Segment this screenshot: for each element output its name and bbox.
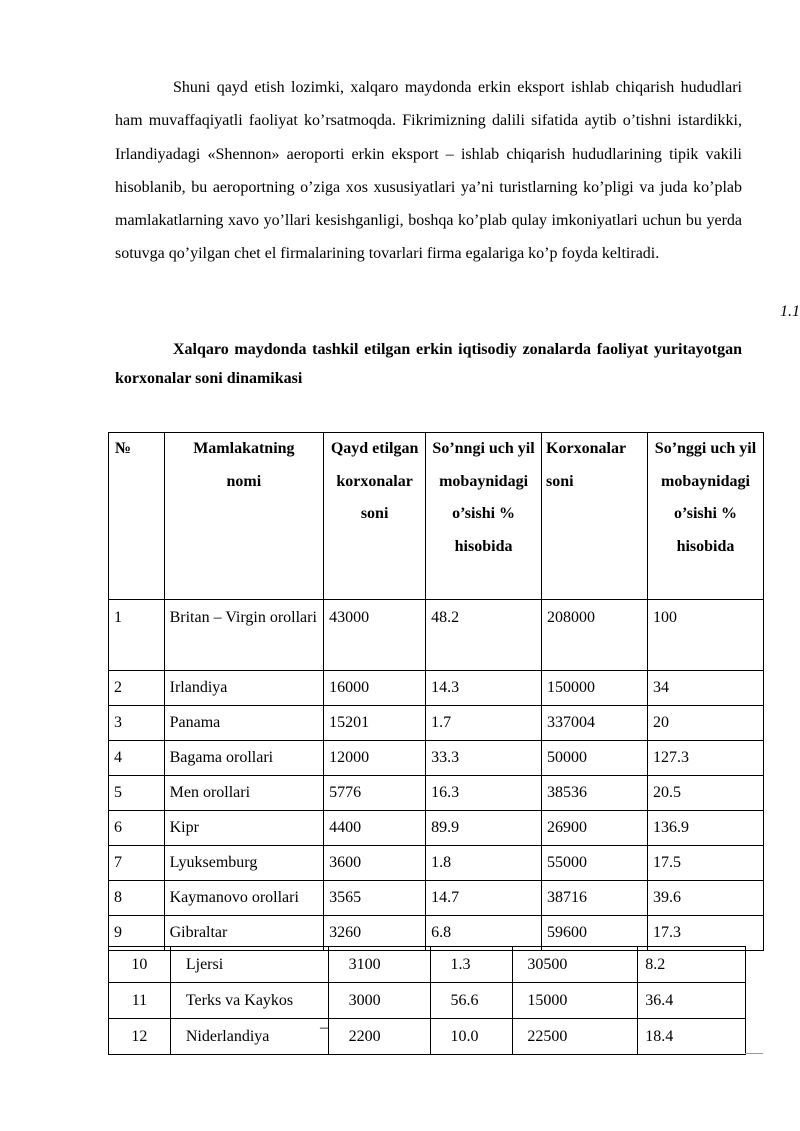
- row-enterprises: 15000: [513, 983, 638, 1019]
- row-growth-2: 20.5: [647, 776, 763, 811]
- row-country: Lyuksemburg: [164, 846, 324, 881]
- row-registered: 16000: [324, 671, 426, 706]
- table-row: [109, 846, 764, 881]
- intro-paragraph: Shuni qayd etish lozimki, xalqaro maydonda erkin eksport ishlab chiqarish hududlari ham muvaffaqiyatli faoliyat ko’rsatmoqda. Fikrimizning dalili sifatida aytib o’tishni istardikki, Irlandiyadagi «Shennon» aeroporti erkin eksport – ishlab chiqarish hududlarining tipik vakili hisoblanib, bu aeroportning o’ziga xos xususiyatlari ya’ni turistlarning ko’pligi va juda ko’plab mamlakatlarning xavo yo’llari kesishganligi, boshqa ko’plab qulay imkoniyatlari uchun bu yerda sotuvga qo’yilgan chet el firmalarining tovarlari firma egalariga ko’p foyda keltiradi.: [115, 79, 742, 263]
- row-number: 3: [109, 706, 165, 741]
- row-number: 9: [109, 916, 165, 951]
- table-row: [109, 706, 764, 741]
- table-row: [109, 1019, 746, 1055]
- row-country: Kaymanovo orollari: [164, 881, 324, 916]
- row-growth-2: 36.4: [638, 983, 746, 1019]
- row-growth-2: 34: [647, 671, 763, 706]
- header-growth-2-text: So’nggi uch yil mobaynidagi o’sishi % hisobida: [654, 440, 757, 555]
- row-number: 8: [109, 881, 165, 916]
- table-row: [109, 811, 764, 846]
- header-growth-1: [426, 433, 542, 600]
- row-registered: 15201: [324, 706, 426, 741]
- row-growth-2: 20: [647, 706, 763, 741]
- header-registered: [324, 433, 426, 600]
- row-country: Ljersi: [170, 947, 328, 983]
- row-number: 7: [109, 846, 165, 881]
- row-growth-1: 14.7: [426, 881, 542, 916]
- header-number: №: [109, 433, 165, 600]
- header-registered-text: Qayd etilgan korxonalar soni: [330, 440, 419, 522]
- row-country: Men orollari: [164, 776, 324, 811]
- row-growth-1: 16.3: [426, 776, 542, 811]
- row-enterprises: 38716: [542, 881, 648, 916]
- row-enterprises: 22500: [513, 1019, 638, 1055]
- row-number: 12: [109, 1019, 171, 1055]
- row-country: Niderlandiya: [170, 1019, 328, 1055]
- row-growth-2: 17.5: [647, 846, 763, 881]
- table-row: [109, 600, 764, 671]
- row-registered: 3600: [324, 846, 426, 881]
- header-growth-1-text: So’nngi uch yil mobaynidagi o’sishi % hisobida: [432, 440, 535, 555]
- header-country-text: Mamlakatning nomi: [193, 440, 295, 490]
- row-number: 2: [109, 671, 165, 706]
- row-registered: 2200: [328, 1019, 430, 1055]
- row-growth-1: 33.3: [426, 741, 542, 776]
- table-row: [109, 983, 746, 1019]
- row-enterprises: 30500: [513, 947, 638, 983]
- row-country: Irlandiya: [164, 671, 324, 706]
- row-registered: 12000: [324, 741, 426, 776]
- table-header-row: [109, 433, 764, 600]
- row-growth-1: 1.3: [430, 947, 513, 983]
- header-growth-2: [647, 433, 763, 600]
- row-enterprises: 150000: [542, 671, 648, 706]
- row-growth-2: 8.2: [638, 947, 746, 983]
- row-number: 6: [109, 811, 165, 846]
- data-table: [108, 432, 764, 951]
- row-enterprises: 337004: [542, 706, 648, 741]
- row-enterprises: 59600: [542, 916, 648, 951]
- row-growth-1: 89.9: [426, 811, 542, 846]
- row-registered: 3100: [328, 947, 430, 983]
- row-growth-1: 1.7: [426, 706, 542, 741]
- header-enterprises: [542, 433, 648, 600]
- row-growth-1: 48.2: [426, 600, 542, 671]
- row-country: Terks va Kaykos: [170, 983, 328, 1019]
- row-growth-2: 136.9: [647, 811, 763, 846]
- row-enterprises: 55000: [542, 846, 648, 881]
- header-enterprises-text: Korxonalar soni: [546, 440, 626, 490]
- table-row: [109, 741, 764, 776]
- row-growth-2: 17.3: [647, 916, 763, 951]
- table-row: [109, 776, 764, 811]
- row-country: Britan – Virgin orollari: [164, 600, 324, 671]
- row-growth-1: 56.6: [430, 983, 513, 1019]
- row-country: Kipr: [164, 811, 324, 846]
- table-title: Xalqaro maydonda tashkil etilgan erkin iqtisodiy zonalarda faoliyat yuritayotgan korxonalar soni dinamikasi: [115, 341, 742, 387]
- row-registered: 3260: [324, 916, 426, 951]
- data-table-continued: [108, 946, 746, 1055]
- row-country: Gibraltar: [164, 916, 324, 951]
- row-registered: 3565: [324, 881, 426, 916]
- row-growth-2: 127.3: [647, 741, 763, 776]
- row-registered: 43000: [324, 600, 426, 671]
- row-growth-2: 100: [647, 600, 763, 671]
- row-registered: 3000: [328, 983, 430, 1019]
- stray-dash: –: [320, 1019, 328, 1036]
- row-number: 10: [109, 947, 171, 983]
- table-row: [109, 671, 764, 706]
- row-enterprises: 50000: [542, 741, 648, 776]
- header-country: [164, 433, 324, 600]
- row-growth-1: 6.8: [426, 916, 542, 951]
- row-country: Bagama orollari: [164, 741, 324, 776]
- row-number: 1: [109, 600, 165, 671]
- row-number: 5: [109, 776, 165, 811]
- row-number: 4: [109, 741, 165, 776]
- row-registered: 5776: [324, 776, 426, 811]
- table-row: [109, 881, 764, 916]
- row-growth-2: 39.6: [647, 881, 763, 916]
- row-enterprises: 26900: [542, 811, 648, 846]
- row-enterprises: 208000: [542, 600, 648, 671]
- row-registered: 4400: [324, 811, 426, 846]
- row-number: 11: [109, 983, 171, 1019]
- row-growth-1: 1.8: [426, 846, 542, 881]
- row-growth-1: 14.3: [426, 671, 542, 706]
- table-row: [109, 947, 746, 983]
- row-growth-1: 10.0: [430, 1019, 513, 1055]
- row-enterprises: 38536: [542, 776, 648, 811]
- table-number-label: 1.1: [780, 303, 800, 320]
- table-edge-line: [745, 1053, 763, 1054]
- row-growth-2: 18.4: [638, 1019, 746, 1055]
- row-country: Panama: [164, 706, 324, 741]
